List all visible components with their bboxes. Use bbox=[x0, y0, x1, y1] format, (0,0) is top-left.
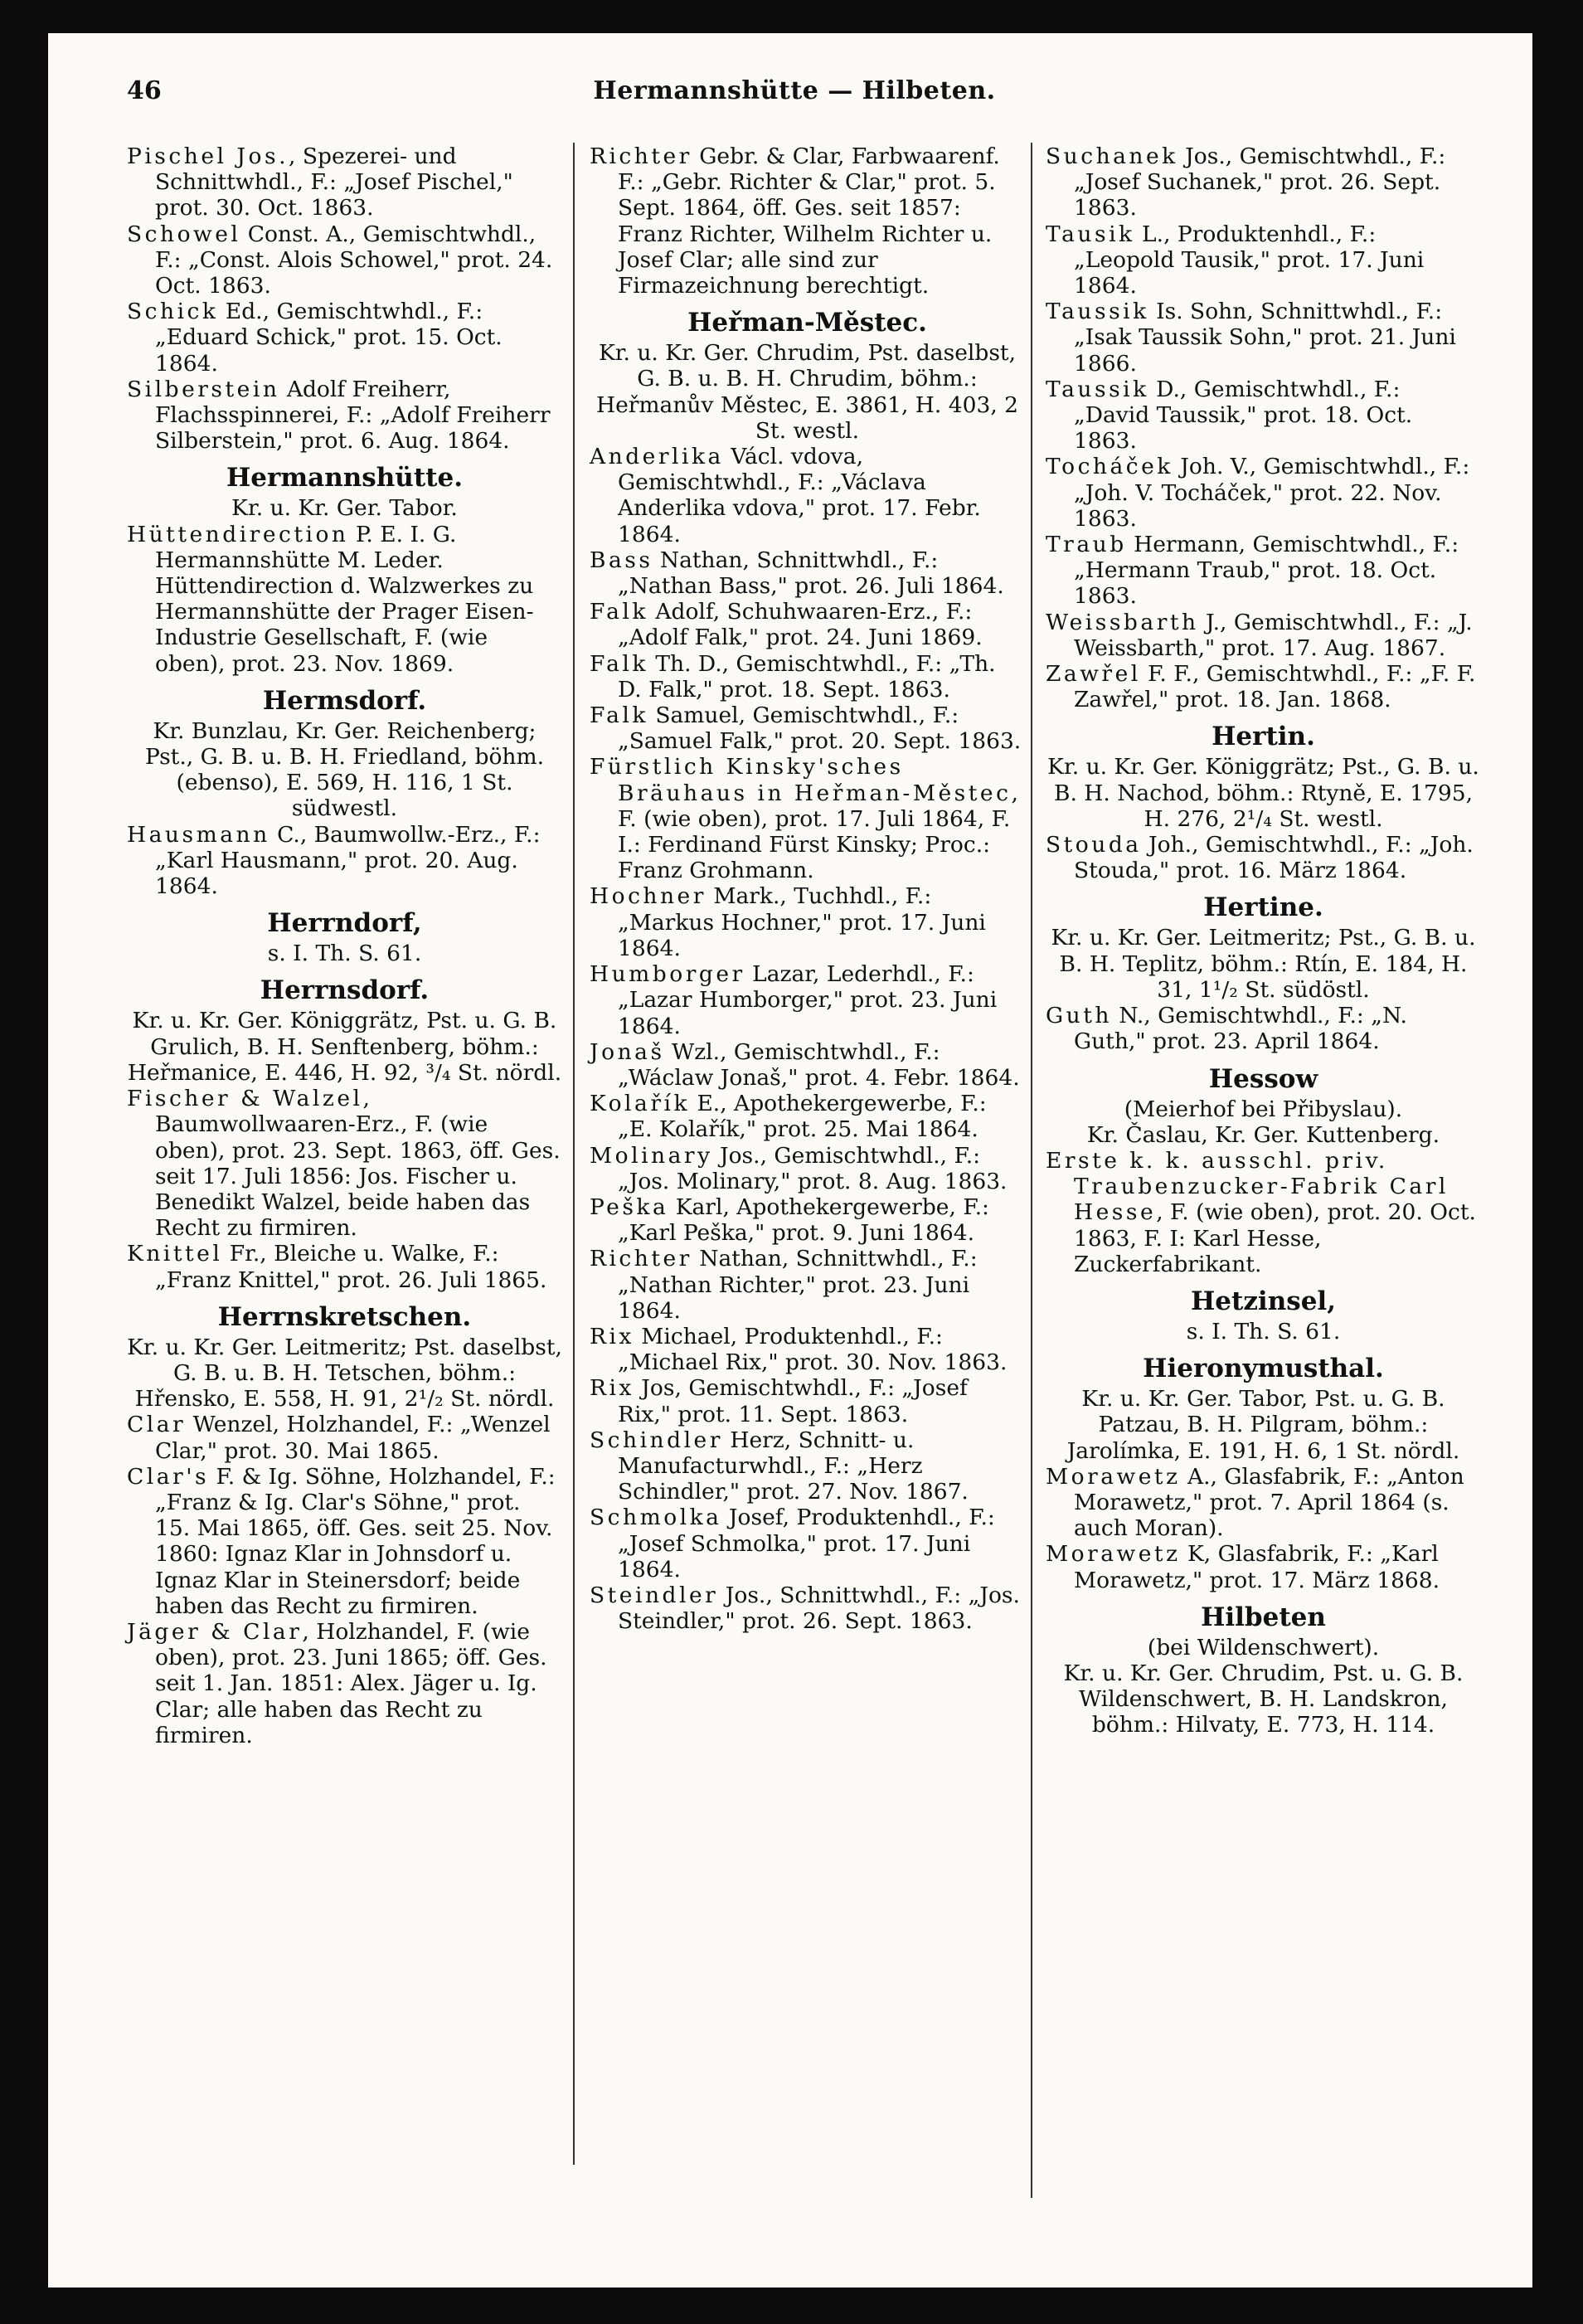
directory-entry bbox=[1046, 832, 1481, 883]
directory-entry bbox=[1046, 143, 1481, 221]
entry-details: J., Gemischtwhdl., F.: „J. Weissbarth," prot. 17. Aug. 1867. bbox=[1074, 609, 1473, 661]
place-heading: Hermsdorf. bbox=[262, 685, 427, 716]
directory-entry bbox=[127, 1412, 562, 1463]
column-divider bbox=[1031, 143, 1032, 2198]
entry-name: Fürstlich Kinsky'sches Bräuhaus in Heřman-Městec bbox=[590, 754, 1012, 806]
entry-details: K, Glasfabrik, F.: „Karl Morawetz," prot. 17. März 1868. bbox=[1074, 1541, 1440, 1593]
entry-details: , Holzhandel, F. (wie oben), prot. 23. Juni 1865; öff. Ges. seit 1. Jan. 1851: Alex. Jäger u. Ig. Clar; alle haben das Recht zu firmiren. bbox=[155, 1618, 547, 1748]
entry-details: Fr., Bleiche u. Walke, F.: „Franz Knittel," prot. 26. Juli 1865. bbox=[155, 1241, 547, 1293]
directory-entry bbox=[590, 1427, 1025, 1505]
entry-name: Stouda bbox=[1046, 832, 1142, 858]
directory-entry bbox=[590, 547, 1025, 599]
directory-entry bbox=[590, 883, 1025, 961]
place-info: Kr. u. Kr. Ger. Tabor. bbox=[231, 495, 458, 522]
entry-details: L., Produktenhdl., F.: „Leopold Tausik," prot. 17. Juni 1864. bbox=[1074, 221, 1425, 299]
entry-details: N., Gemischtwhdl., F.: „N. Guth," prot. 23. April 1864. bbox=[1074, 1003, 1407, 1055]
entry-details: Th. D., Gemischtwhdl., F.: „Th. D. Falk," prot. 18. Sept. 1863. bbox=[618, 650, 996, 703]
book-page bbox=[48, 33, 1532, 2288]
entry-details: Nathan, Schnittwhdl., F.: „Nathan Richter," prot. 23. Juni 1864. bbox=[618, 1246, 978, 1324]
entry-name: Falk bbox=[590, 703, 648, 729]
entry-name: Clar's bbox=[127, 1463, 210, 1490]
directory-entry bbox=[590, 1375, 1025, 1427]
entry-name: Schick bbox=[127, 299, 219, 325]
entry-name: Jäger & Clar bbox=[127, 1618, 303, 1645]
entry-name: Morawetz bbox=[1046, 1541, 1181, 1568]
entry-details: Václ. vdova, Gemischtwhdl., F.: „Václava Anderlika vdova," prot. 17. Febr. 1864. bbox=[618, 444, 981, 547]
entry-name: Guth bbox=[1046, 1003, 1112, 1029]
entry-name: Schowel bbox=[127, 221, 241, 247]
entry-name: Zawřel bbox=[1046, 661, 1141, 688]
place-heading: Hetzinsel, bbox=[1191, 1286, 1336, 1316]
place-info: Kr. u. Kr. Ger. Königgrätz; Pst., G. B. u. B. H. Nachod, böhm.: Rtyně, E. 1795, H. 276, 2¹/₄ St. westl. bbox=[1047, 754, 1479, 832]
directory-entry bbox=[590, 1143, 1025, 1194]
directory-entry bbox=[590, 1583, 1025, 1634]
entry-details: Nathan, Schnittwhdl., F.: „Nathan Bass," prot. 26. Juli 1864. bbox=[618, 547, 1004, 600]
place-info: (bei Wildenschwert). bbox=[1147, 1634, 1380, 1660]
entry-name: Suchanek bbox=[1046, 143, 1178, 169]
entry-name: Taussik bbox=[1046, 299, 1149, 325]
directory-entry bbox=[127, 1241, 562, 1292]
place-info: Kr. u. Kr. Ger. Leitmeritz; Pst. daselbst, G. B. u. B. H. Tetschen, böhm.: Hřensko, E. 558, H. 91, 2¹/₂ St. nördl. bbox=[127, 1334, 562, 1412]
entry-details: Jos., Gemischtwhdl., F.: „Josef Suchanek," prot. 26. Sept. 1863. bbox=[1074, 143, 1446, 221]
entry-name: Taussik bbox=[1046, 376, 1149, 402]
entry-details: Lazar, Lederhdl., F.: „Lazar Humborger," prot. 23. Juni 1864. bbox=[618, 961, 998, 1039]
entry-details: Gebr. & Clar, Farbwaarenf. F.: „Gebr. Richter & Clar," prot. 5. Sept. 1864, öff. Ges. seit 1857: Franz Richter, Wilhelm Richter u. Josef Clar; alle sind zur Firmazeichnung berechtigt. bbox=[618, 143, 1000, 299]
place-heading: Hessow bbox=[1208, 1063, 1318, 1094]
entry-details: D., Gemischtwhdl., F.: „David Taussik," prot. 18. Oct. 1863. bbox=[1074, 376, 1413, 455]
entry-details: F. & Ig. Söhne, Holzhandel, F.: „Franz & Ig. Clar's Söhne," prot. 15. Mai 1865, öff. Ges. seit 25. Nov. 1860: Ignaz Klar in Johnsdorf u. Ignaz Klar in Steinersdorf; beide haben das Recht zu firmiren. bbox=[155, 1463, 556, 1619]
directory-entry bbox=[590, 143, 1025, 299]
entry-details: Herz, Schnitt- u. Manufacturwhdl., F.: „Herz Schindler," prot. 27. Nov. 1867. bbox=[618, 1427, 969, 1505]
entry-details: E., Apothekergewerbe, F.: „E. Kolařík," prot. 25. Mai 1864. bbox=[618, 1091, 987, 1143]
place-heading: Hilbeten bbox=[1201, 1602, 1326, 1632]
entry-name: Richter bbox=[590, 1246, 692, 1272]
entry-name: Molinary bbox=[590, 1142, 713, 1169]
directory-entry bbox=[1046, 661, 1481, 712]
entry-details: Karl, Apothekergewerbe, F.: „Karl Peška," prot. 9. Juni 1864. bbox=[618, 1194, 989, 1247]
place-heading: Herrnskretschen. bbox=[217, 1301, 472, 1332]
entry-name: Peška bbox=[590, 1194, 669, 1220]
entry-details: Michael, Produktenhdl., F.: „Michael Rix," prot. 30. Nov. 1863. bbox=[618, 1323, 1008, 1376]
entry-name: Knittel bbox=[127, 1241, 223, 1267]
directory-entry bbox=[1046, 610, 1481, 661]
entry-details: F. F., Gemischtwhdl., F.: „F. F. Zawřel," prot. 18. Jan. 1868. bbox=[1074, 661, 1476, 713]
directory-entry bbox=[590, 444, 1025, 547]
entry-details: C., Baumwollw.-Erz., F.: „Karl Hausmann," prot. 20. Aug. 1864. bbox=[155, 821, 541, 900]
entry-details: Jos., Schnittwhdl., F.: „Jos. Steindler," prot. 26. Sept. 1863. bbox=[618, 1582, 1020, 1635]
place-info: (Meierhof bei Přibyslau). bbox=[1124, 1096, 1403, 1122]
directory-entry bbox=[590, 651, 1025, 703]
entry-name: Steindler bbox=[590, 1582, 719, 1608]
entry-name: Tausik bbox=[1046, 221, 1135, 247]
entry-name: Clar bbox=[127, 1412, 187, 1438]
entry-name: Rix bbox=[590, 1323, 634, 1349]
entry-details: Ed., Gemischtwhdl., F.: „Eduard Schick," prot. 15. Oct. 1864. bbox=[155, 299, 503, 377]
directory-entry bbox=[1046, 1541, 1481, 1592]
place-heading: Hertin. bbox=[1212, 722, 1315, 752]
place-info: s. I. Th. S. 61. bbox=[1186, 1318, 1341, 1344]
entry-details: Samuel, Gemischtwhdl., F.: „Samuel Falk," prot. 20. Sept. 1863. bbox=[618, 703, 1022, 755]
place-heading: Hermannshütte. bbox=[226, 463, 463, 493]
place-info: Kr. u. Kr. Ger. Leitmeritz; Pst., G. B. u. B. H. Teplitz, böhm.: Rtín, E. 184, H. 31, 1¹/₂ St. südöstl. bbox=[1051, 925, 1476, 1003]
entry-name: Schmolka bbox=[590, 1505, 722, 1531]
entry-name: Fischer & Walzel bbox=[127, 1086, 363, 1112]
column-1 bbox=[127, 143, 562, 1748]
entry-name: Hausmann bbox=[127, 821, 270, 848]
directory-entry bbox=[590, 1505, 1025, 1583]
place-heading: Hieronymusthal. bbox=[1143, 1354, 1384, 1384]
entry-details: Joh., Gemischtwhdl., F.: „Joh. Stouda," prot. 16. März 1864. bbox=[1074, 832, 1474, 884]
place-info: Kr. u. Kr. Ger. Chrudim, Pst. u. G. B. Wildenschwert, B. H. Landskron, böhm.: Hilvaty, E. 773, H. 114. bbox=[1063, 1660, 1464, 1738]
entry-details: , Spezerei- und Schnittwhdl., F.: „Josef Pischel," prot. 30. Oct. 1863. bbox=[155, 143, 513, 221]
directory-entry bbox=[590, 754, 1025, 883]
entry-details: Josef, Produktenhdl., F.: „Josef Schmolka," prot. 17. Juni 1864. bbox=[618, 1505, 995, 1583]
place-info: Kr. Časlau, Kr. Ger. Kuttenberg. bbox=[1086, 1121, 1440, 1148]
entry-details: Mark., Tuchhdl., F.: „Markus Hochner," prot. 17. Juni 1864. bbox=[618, 883, 986, 961]
page-number: 46 bbox=[127, 76, 162, 105]
entry-name: Kolařík bbox=[590, 1091, 691, 1117]
entry-name: Bass bbox=[590, 547, 653, 573]
directory-entry bbox=[127, 1086, 562, 1241]
directory-entry bbox=[127, 221, 562, 299]
entry-details: Jos., Gemischtwhdl., F.: „Jos. Molinary," prot. 8. Aug. 1863. bbox=[618, 1142, 1008, 1194]
place-info: Kr. u. Kr. Ger. Chrudim, Pst. daselbst, G. B. u. B. H. Chrudim, böhm.: Heřmanův Městec, E. 3861, H. 403, 2 St. westl. bbox=[595, 340, 1019, 444]
entry-name: Weissbarth bbox=[1046, 609, 1199, 635]
entry-details: , F. (wie oben), prot. 20. Oct. 1863, F. I: Karl Hesse, Zuckerfabrikant. bbox=[1074, 1199, 1476, 1277]
entry-details: Wzl., Gemischtwhdl., F.: „Wáclaw Jonaš," prot. 4. Febr. 1864. bbox=[618, 1038, 1020, 1091]
directory-entry bbox=[127, 1464, 562, 1619]
place-heading: Herrnsdorf. bbox=[260, 975, 430, 1006]
column-3 bbox=[1046, 143, 1481, 1738]
directory-entry bbox=[127, 143, 562, 221]
page-header bbox=[127, 71, 1462, 121]
place-info: Kr. u. Kr. Ger. Tabor, Pst. u. G. B. Patzau, B. H. Pilgram, böhm.: Jarolímka, E. 191, H. 6, 1 St. nördl. bbox=[1066, 1386, 1460, 1464]
entry-details: Hermann, Gemischtwhdl., F.: „Hermann Traub," prot. 18. Oct. 1863. bbox=[1074, 532, 1459, 610]
entry-details: Adolf Freiherr, Flachsspinnerei, F.: „Adolf Freiherr Silberstein," prot. 6. Aug. 1864. bbox=[155, 376, 551, 455]
entry-name: Hochner bbox=[590, 883, 707, 910]
directory-entry bbox=[1046, 454, 1481, 532]
directory-entry bbox=[127, 377, 562, 455]
place-heading: Heřman-Městec. bbox=[687, 308, 927, 338]
entry-details: , F. (wie oben), prot. 17. Juli 1864, F. I.: Ferdinand Fürst Kinsky; Proc.: Franz Grohmann. bbox=[618, 780, 1018, 884]
directory-entry bbox=[590, 599, 1025, 650]
place-heading: Herrndorf, bbox=[267, 908, 422, 939]
place-heading: Hertine. bbox=[1203, 892, 1323, 923]
entry-name: Erste k. k. ausschl. priv. Traubenzucker-Fabrik Carl Hesse bbox=[1046, 1147, 1449, 1226]
directory-entry bbox=[590, 703, 1025, 754]
entry-name: Morawetz bbox=[1046, 1463, 1181, 1490]
entry-name: Silberstein bbox=[127, 376, 280, 402]
entry-name: Jonaš bbox=[590, 1038, 665, 1065]
entry-name: Richter bbox=[590, 143, 692, 169]
entry-name: Hüttendirection bbox=[127, 521, 349, 547]
directory-entry bbox=[1046, 1003, 1481, 1054]
entry-details: Joh. V., Gemischtwhdl., F.: „Joh. V. Tocháček," prot. 22. Nov. 1863. bbox=[1074, 454, 1470, 532]
entry-name: Falk bbox=[590, 599, 648, 625]
running-head: Hermannshütte — Hilbeten. bbox=[593, 76, 996, 105]
entry-name: Rix bbox=[590, 1375, 634, 1402]
directory-entry bbox=[590, 1246, 1025, 1324]
entry-details: Adolf, Schuhwaaren-Erz., F.: „Adolf Falk," prot. 24. Juni 1869. bbox=[618, 599, 983, 651]
entry-details: A., Glasfabrik, F.: „Anton Morawetz," prot. 7. April 1864 (s. auch Moran). bbox=[1074, 1463, 1464, 1542]
entry-details: Const. A., Gemischtwhdl., F.: „Const. Alois Schowel," prot. 24. Oct. 1863. bbox=[155, 221, 553, 299]
column-divider bbox=[573, 143, 575, 2165]
column-2 bbox=[590, 143, 1025, 1634]
entry-name: Anderlika bbox=[590, 444, 724, 470]
entry-details: Is. Sohn, Schnittwhdl., F.: „Isak Taussik Sohn," prot. 21. Juni 1866. bbox=[1074, 299, 1456, 377]
place-info: Kr. Bunzlau, Kr. Ger. Reichenberg; Pst., G. B. u. B. H. Friedland, böhm. (ebenso), E. 569, H. 116, 1 St. südwestl. bbox=[144, 717, 545, 822]
place-info: s. I. Th. S. 61. bbox=[267, 941, 422, 967]
directory-entry bbox=[1046, 377, 1481, 455]
entry-details: Wenzel, Holzhandel, F.: „Wenzel Clar," prot. 30. Mai 1865. bbox=[155, 1412, 551, 1464]
entry-details: P. E. I. G. Hermannshütte M. Leder. Hüttendirection d. Walzwerkes zu Hermannshütte der Prager Eisen-Industrie Gesellschaft, F. (wie oben), prot. 23. Nov. 1869. bbox=[155, 521, 534, 677]
entry-name: Tocháček bbox=[1046, 454, 1173, 480]
place-info: Kr. u. Kr. Ger. Königgrätz, Pst. u. G. B. Grulich, B. H. Senftenberg, böhm.: Heřmanice, E. 446, H. 92, ³/₄ St. nördl. bbox=[127, 1008, 562, 1086]
directory-entry bbox=[590, 1091, 1025, 1142]
directory-entry bbox=[1046, 1148, 1481, 1277]
directory-entry bbox=[127, 299, 562, 377]
directory-entry bbox=[1046, 221, 1481, 299]
directory-entry bbox=[1046, 532, 1481, 610]
entry-details: Jos, Gemischtwhdl., F.: „Josef Rix," prot. 11. Sept. 1863. bbox=[618, 1375, 968, 1427]
entry-name: Schindler bbox=[590, 1427, 723, 1453]
directory-entry bbox=[127, 522, 562, 677]
directory-entry bbox=[127, 1619, 562, 1748]
directory-entry bbox=[590, 1194, 1025, 1246]
entry-name: Traub bbox=[1046, 532, 1127, 558]
entry-details: , Baumwollwaaren-Erz., F. (wie oben), prot. 23. Sept. 1863, öff. Ges. seit 17. Juli 1856: Jos. Fischer u. Benedikt Walzel, beide haben das Recht zu firmiren. bbox=[155, 1086, 561, 1242]
directory-entry bbox=[1046, 299, 1481, 377]
directory-entry bbox=[590, 961, 1025, 1039]
directory-entry bbox=[590, 1039, 1025, 1091]
entry-name: Falk bbox=[590, 650, 648, 677]
directory-entry bbox=[1046, 1464, 1481, 1542]
directory-entry bbox=[127, 822, 562, 900]
directory-entry bbox=[590, 1324, 1025, 1375]
entry-name: Humborger bbox=[590, 961, 745, 988]
entry-name: Pischel Jos. bbox=[127, 143, 289, 169]
